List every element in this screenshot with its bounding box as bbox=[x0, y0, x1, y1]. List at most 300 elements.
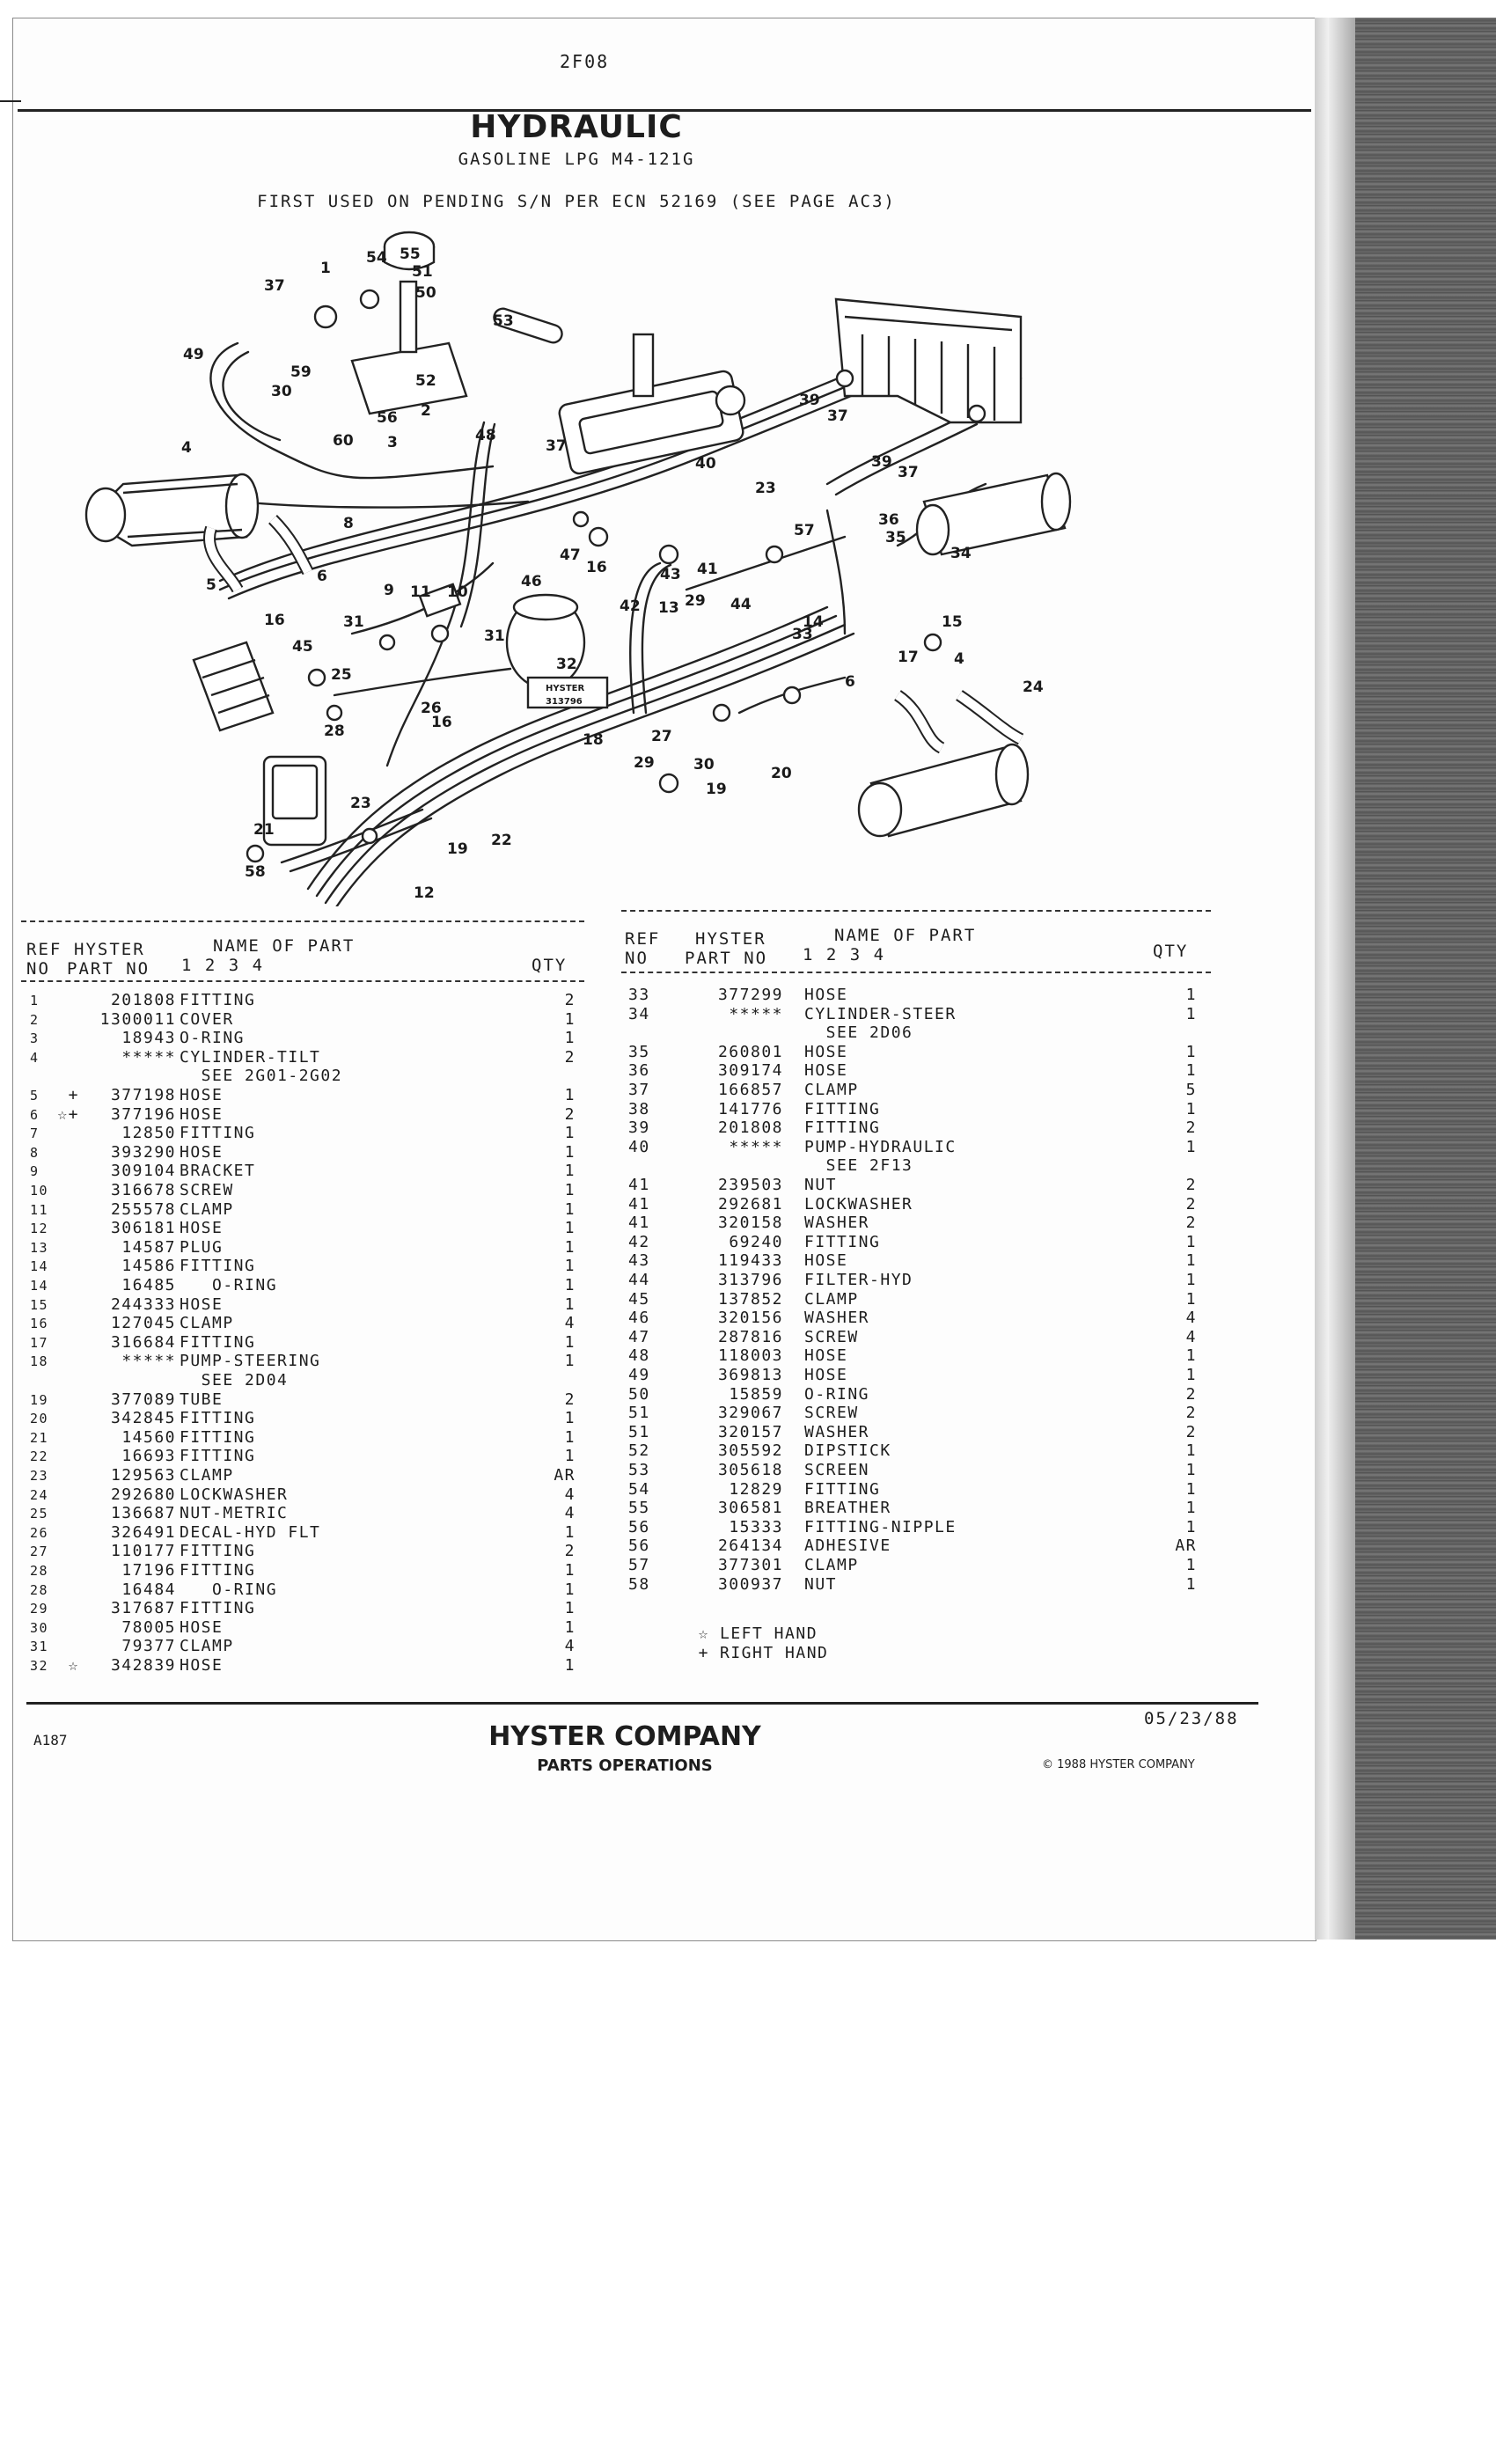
table-row bbox=[628, 1556, 1218, 1575]
part-number: 313796 bbox=[717, 1271, 783, 1289]
part-name: ADHESIVE bbox=[804, 1536, 891, 1556]
callout-44: 44 bbox=[730, 596, 752, 613]
hydraulic-parts-diagram bbox=[53, 220, 1091, 906]
callout-37: 37 bbox=[264, 277, 285, 295]
quantity: 4 bbox=[564, 1504, 576, 1523]
callout-53: 53 bbox=[493, 312, 514, 330]
callout-39: 39 bbox=[799, 392, 820, 409]
table-row bbox=[628, 1271, 1218, 1290]
decal-brand: HYSTER bbox=[546, 684, 585, 693]
hand-mark: ☆+ bbox=[57, 1104, 79, 1124]
legend-symbol: ☆ bbox=[698, 1624, 709, 1643]
left-ref-header bbox=[26, 940, 62, 979]
quantity: 1 bbox=[564, 1447, 576, 1466]
part-number: 136687 bbox=[110, 1504, 176, 1523]
table-row bbox=[30, 1238, 593, 1258]
table-row bbox=[30, 1523, 593, 1543]
callout-54: 54 bbox=[366, 249, 387, 267]
part-name: FITTING bbox=[180, 1542, 256, 1561]
part-name: FITTING bbox=[180, 1124, 256, 1143]
quantity: 1 bbox=[564, 1009, 576, 1029]
ref-number: 14 bbox=[30, 1278, 49, 1294]
part-number: 201808 bbox=[110, 991, 176, 1009]
quantity: 1 bbox=[564, 1352, 576, 1371]
quantity: 1 bbox=[564, 1162, 576, 1181]
quantity: 1 bbox=[1185, 1061, 1197, 1081]
page-title: HYDRAULIC bbox=[470, 109, 683, 145]
ref-number: 37 bbox=[628, 1081, 650, 1099]
part-number: 320157 bbox=[717, 1422, 783, 1441]
hand-mark: ☆ bbox=[68, 1656, 79, 1675]
callout-8: 8 bbox=[343, 515, 354, 532]
ref-header-bottom: NO bbox=[26, 959, 50, 979]
name-header-top: NAME OF PART bbox=[834, 926, 977, 945]
table-row bbox=[628, 1328, 1218, 1347]
part-name: HOSE bbox=[180, 1656, 224, 1675]
part-number: 306181 bbox=[110, 1219, 176, 1238]
quantity: 1 bbox=[564, 1294, 576, 1314]
part-number: 260801 bbox=[717, 1042, 783, 1061]
ref-number: 21 bbox=[30, 1429, 49, 1446]
ref-number: 36 bbox=[628, 1061, 650, 1081]
part-name: SCREEN bbox=[804, 1461, 870, 1479]
part-number: 377299 bbox=[717, 986, 783, 1004]
part-number: 255578 bbox=[110, 1199, 176, 1219]
callout-37: 37 bbox=[546, 437, 567, 455]
hand-mark: + bbox=[68, 1086, 79, 1104]
callout-52: 52 bbox=[415, 372, 436, 390]
ref-number: 40 bbox=[628, 1137, 650, 1156]
callout-43: 43 bbox=[660, 566, 681, 583]
part-name: HOSE bbox=[804, 986, 848, 1004]
ref-number: 28 bbox=[30, 1563, 49, 1579]
table-row bbox=[30, 1656, 593, 1676]
part-number: 264134 bbox=[717, 1536, 783, 1556]
part-number: 244333 bbox=[110, 1294, 176, 1314]
ref-number: 42 bbox=[628, 1232, 650, 1251]
part-name: FITTING bbox=[180, 1447, 256, 1466]
ref-number: 26 bbox=[30, 1524, 49, 1541]
callout-39: 39 bbox=[871, 453, 892, 471]
callout-28: 28 bbox=[324, 722, 345, 740]
ref-number: 34 bbox=[628, 1004, 650, 1023]
table-row bbox=[30, 1466, 593, 1485]
callout-14: 14 bbox=[803, 613, 824, 631]
ref-number: 22 bbox=[30, 1448, 49, 1465]
part-number: 317687 bbox=[110, 1599, 176, 1618]
part-number: 329067 bbox=[717, 1404, 783, 1423]
callout-51: 51 bbox=[412, 263, 433, 281]
table-row bbox=[30, 1371, 593, 1390]
table-row bbox=[628, 1366, 1218, 1385]
ref-number: 38 bbox=[628, 1099, 650, 1118]
part-name: PUMP-STEERING bbox=[180, 1352, 321, 1371]
company-name: HYSTER COMPANY bbox=[488, 1721, 761, 1752]
table-row bbox=[30, 1105, 593, 1125]
callout-47: 47 bbox=[560, 546, 581, 564]
callout-57: 57 bbox=[794, 522, 815, 539]
part-name: FILTER-HYD bbox=[804, 1271, 913, 1289]
table-row bbox=[628, 1023, 1218, 1043]
callout-34: 34 bbox=[950, 545, 972, 562]
quantity: 1 bbox=[1185, 1517, 1197, 1536]
quantity: 1 bbox=[1185, 1499, 1197, 1518]
table-row bbox=[30, 1314, 593, 1333]
callout-29: 29 bbox=[685, 592, 706, 610]
quantity: 2 bbox=[564, 1390, 576, 1409]
part-name: NUT bbox=[804, 1176, 838, 1194]
part-number: 16693 bbox=[121, 1447, 176, 1466]
part-name: O-RING bbox=[180, 1276, 278, 1294]
callout-2: 2 bbox=[421, 402, 431, 420]
part-number: 292680 bbox=[110, 1485, 176, 1504]
callout-3: 3 bbox=[387, 434, 398, 451]
part-name: O-RING bbox=[180, 1029, 246, 1048]
ref-number: 24 bbox=[30, 1486, 49, 1503]
table-row bbox=[30, 1162, 593, 1181]
quantity: 5 bbox=[1185, 1081, 1197, 1099]
part-name: HOSE bbox=[180, 1086, 224, 1104]
table-row bbox=[628, 1346, 1218, 1366]
ref-number: 33 bbox=[628, 986, 650, 1004]
ref-number: 31 bbox=[30, 1639, 49, 1655]
legend-label: RIGHT HAND bbox=[720, 1644, 829, 1662]
quantity: 2 bbox=[1185, 1214, 1197, 1233]
quantity: 1 bbox=[564, 1656, 576, 1675]
part-name: SEE 2F13 bbox=[804, 1156, 913, 1176]
ref-number: 27 bbox=[30, 1544, 49, 1560]
callout-23: 23 bbox=[350, 795, 371, 812]
table-rule-left-bottom bbox=[21, 980, 584, 982]
ref-number: 7 bbox=[30, 1126, 40, 1142]
part-name: CLAMP bbox=[804, 1289, 859, 1309]
table-row bbox=[628, 1404, 1218, 1423]
part-number: 110177 bbox=[110, 1542, 176, 1561]
table-row bbox=[628, 1423, 1218, 1442]
part-number: 129563 bbox=[110, 1466, 176, 1485]
part-header-bottom: PART NO bbox=[67, 959, 150, 979]
table-row bbox=[628, 1214, 1218, 1233]
ref-number: 41 bbox=[628, 1194, 650, 1214]
ref-number: 30 bbox=[30, 1619, 49, 1636]
part-name: CLAMP bbox=[804, 1081, 859, 1099]
callout-4: 4 bbox=[181, 439, 192, 457]
part-header-top: HYSTER bbox=[74, 940, 145, 959]
ref-number: 47 bbox=[628, 1327, 650, 1346]
quantity: 1 bbox=[1185, 1366, 1197, 1384]
quantity: 1 bbox=[1185, 1232, 1197, 1251]
callout-18: 18 bbox=[583, 731, 604, 749]
legend-symbol: + bbox=[698, 1644, 709, 1662]
callout-42: 42 bbox=[620, 598, 641, 615]
ref-header-top: REF bbox=[625, 929, 661, 949]
quantity: 1 bbox=[1185, 1479, 1197, 1499]
callout-33: 33 bbox=[792, 626, 813, 643]
part-name: HOSE bbox=[180, 1617, 224, 1637]
ref-number: 5 bbox=[30, 1088, 40, 1104]
table-row bbox=[628, 986, 1218, 1005]
quantity: 1 bbox=[1185, 1574, 1197, 1594]
ref-number: 9 bbox=[30, 1163, 40, 1180]
quantity: 2 bbox=[1185, 1422, 1197, 1441]
table-row bbox=[628, 1536, 1218, 1556]
part-name: CLAMP bbox=[180, 1199, 234, 1219]
ref-number: 13 bbox=[30, 1239, 49, 1256]
ref-number: 17 bbox=[30, 1334, 49, 1351]
table-row bbox=[628, 1005, 1218, 1024]
callout-31: 31 bbox=[484, 627, 505, 645]
part-number: 12829 bbox=[729, 1479, 783, 1499]
quantity: 1 bbox=[564, 1199, 576, 1219]
part-number: ***** bbox=[729, 1004, 783, 1023]
part-number: 201808 bbox=[717, 1118, 783, 1138]
callout-27: 27 bbox=[651, 728, 672, 745]
table-row bbox=[628, 1385, 1218, 1404]
part-name: HOSE bbox=[804, 1251, 848, 1271]
callout-36: 36 bbox=[878, 511, 899, 529]
part-name: FITTING-NIPPLE bbox=[804, 1517, 957, 1536]
part-number: 118003 bbox=[717, 1346, 783, 1366]
callout-19: 19 bbox=[706, 781, 727, 798]
name-header-bottom: 1 2 3 4 bbox=[181, 956, 265, 975]
callout-30: 30 bbox=[693, 756, 715, 774]
part-name: LOCKWASHER bbox=[804, 1194, 913, 1214]
table-row bbox=[30, 1048, 593, 1067]
ref-number: 44 bbox=[628, 1271, 650, 1289]
part-name: SEE 2G01-2G02 bbox=[180, 1067, 343, 1086]
ref-number: 43 bbox=[628, 1251, 650, 1271]
part-number: 16484 bbox=[121, 1580, 176, 1599]
callout-25: 25 bbox=[331, 666, 352, 684]
part-number: 15859 bbox=[729, 1384, 783, 1404]
department-name: PARTS OPERATIONS bbox=[537, 1756, 713, 1775]
ref-number: 28 bbox=[30, 1581, 49, 1598]
callout-5: 5 bbox=[206, 576, 216, 594]
part-header-top: HYSTER bbox=[695, 929, 766, 949]
quantity: 1 bbox=[564, 1029, 576, 1048]
callout-31: 31 bbox=[343, 613, 364, 631]
part-name: CYLINDER-TILT bbox=[180, 1047, 321, 1067]
table-row bbox=[30, 1029, 593, 1048]
quantity: AR bbox=[1175, 1536, 1197, 1556]
ref-number: 8 bbox=[30, 1144, 40, 1161]
table-row bbox=[30, 1542, 593, 1561]
table-row bbox=[628, 1309, 1218, 1328]
name-header-bottom: 1 2 3 4 bbox=[803, 945, 886, 964]
part-name: FITTING bbox=[804, 1479, 881, 1499]
callout-35: 35 bbox=[885, 529, 906, 546]
table-row bbox=[628, 1156, 1218, 1176]
serial-note: FIRST USED ON PENDING S/N PER ECN 52169 (SEE PAGE AC3) bbox=[257, 192, 896, 211]
table-row bbox=[30, 991, 593, 1010]
part-number: ***** bbox=[121, 1047, 176, 1067]
table-row bbox=[30, 1257, 593, 1276]
quantity: 2 bbox=[564, 1047, 576, 1067]
left-qty-header: QTY bbox=[532, 956, 568, 975]
ref-number: 6 bbox=[30, 1106, 40, 1123]
binding-shadow bbox=[1329, 18, 1355, 1940]
quantity: 4 bbox=[564, 1314, 576, 1333]
ref-number: 52 bbox=[628, 1441, 650, 1461]
part-name: DECAL-HYD FLT bbox=[180, 1522, 321, 1542]
ref-number: 57 bbox=[628, 1556, 650, 1574]
quantity: 2 bbox=[564, 1104, 576, 1124]
quantity: 2 bbox=[1185, 1404, 1197, 1423]
part-number: 119433 bbox=[717, 1251, 783, 1271]
ref-number: 41 bbox=[628, 1214, 650, 1233]
callout-4: 4 bbox=[954, 650, 964, 668]
quantity: 4 bbox=[564, 1485, 576, 1504]
quantity: 2 bbox=[1185, 1384, 1197, 1404]
part-number: 15333 bbox=[729, 1517, 783, 1536]
part-number: 316684 bbox=[110, 1332, 176, 1352]
callout-1: 1 bbox=[320, 260, 331, 277]
left-part-header bbox=[67, 940, 150, 979]
ref-number: 35 bbox=[628, 1042, 650, 1061]
quantity: 1 bbox=[1185, 1289, 1197, 1309]
callout-41: 41 bbox=[697, 561, 718, 578]
binding-strip bbox=[1355, 18, 1496, 1940]
callout-12: 12 bbox=[414, 884, 435, 902]
part-number: 369813 bbox=[717, 1366, 783, 1384]
part-number: 309174 bbox=[717, 1061, 783, 1081]
part-name: HOSE bbox=[180, 1142, 224, 1162]
part-name: FITTING bbox=[180, 991, 256, 1009]
table-row bbox=[30, 1561, 593, 1580]
part-number: 377198 bbox=[110, 1086, 176, 1104]
ref-header-bottom: NO bbox=[625, 949, 649, 968]
callout-20: 20 bbox=[771, 765, 792, 782]
table-row bbox=[628, 1461, 1218, 1480]
part-number: 17196 bbox=[121, 1561, 176, 1580]
table-row bbox=[30, 1181, 593, 1200]
quantity: 2 bbox=[1185, 1176, 1197, 1194]
part-number: 306581 bbox=[717, 1499, 783, 1518]
part-name: PUMP-HYDRAULIC bbox=[804, 1137, 957, 1156]
callout-16: 16 bbox=[431, 714, 452, 731]
callout-16: 16 bbox=[264, 612, 285, 629]
table-row bbox=[30, 1010, 593, 1030]
table-row bbox=[30, 1276, 593, 1295]
part-name: NUT bbox=[804, 1574, 838, 1594]
callout-40: 40 bbox=[695, 455, 716, 473]
table-row bbox=[30, 1409, 593, 1428]
callout-6: 6 bbox=[317, 568, 327, 585]
part-number: 1300011 bbox=[99, 1009, 176, 1029]
ref-number: 50 bbox=[628, 1384, 650, 1404]
part-name: BRACKET bbox=[180, 1162, 256, 1181]
ref-number: 18 bbox=[30, 1353, 49, 1370]
part-name: SEE 2D04 bbox=[180, 1371, 289, 1390]
quantity: 1 bbox=[564, 1124, 576, 1143]
ref-number: 12 bbox=[30, 1221, 49, 1237]
callout-55: 55 bbox=[400, 246, 421, 263]
quantity: 1 bbox=[564, 1181, 576, 1199]
ref-number: 14 bbox=[30, 1258, 49, 1275]
callout-56: 56 bbox=[377, 409, 398, 427]
part-name: FITTING bbox=[180, 1409, 256, 1428]
ref-number: 32 bbox=[30, 1658, 49, 1674]
quantity: 1 bbox=[564, 1427, 576, 1447]
table-row bbox=[628, 1499, 1218, 1518]
ref-number: 20 bbox=[30, 1411, 49, 1427]
part-name: CLAMP bbox=[180, 1637, 234, 1656]
part-name: SCREW bbox=[180, 1181, 234, 1199]
ref-number: 3 bbox=[30, 1030, 40, 1047]
callout-17: 17 bbox=[898, 649, 919, 666]
quantity: 1 bbox=[564, 1086, 576, 1104]
revision-date: 05/23/88 bbox=[1144, 1709, 1239, 1728]
part-number: 377301 bbox=[717, 1556, 783, 1574]
ref-number: 51 bbox=[628, 1422, 650, 1441]
table-row bbox=[628, 1480, 1218, 1500]
copyright: © 1988 HYSTER COMPANY bbox=[1042, 1758, 1195, 1771]
part-name: FITTING bbox=[180, 1599, 256, 1618]
part-name: BREATHER bbox=[804, 1499, 891, 1518]
table-row bbox=[628, 1138, 1218, 1157]
table-row bbox=[628, 1081, 1218, 1100]
table-row bbox=[30, 1618, 593, 1638]
part-name: CLAMP bbox=[804, 1556, 859, 1574]
callout-19: 19 bbox=[447, 840, 468, 858]
part-name: WASHER bbox=[804, 1214, 870, 1233]
callout-46: 46 bbox=[521, 573, 542, 590]
table-row bbox=[30, 1504, 593, 1523]
quantity: 4 bbox=[1185, 1309, 1197, 1328]
ref-number: 1 bbox=[30, 993, 40, 1008]
ref-number: 54 bbox=[628, 1479, 650, 1499]
callout-15: 15 bbox=[942, 613, 963, 631]
part-name: CLAMP bbox=[180, 1466, 234, 1485]
ref-number: 56 bbox=[628, 1536, 650, 1556]
part-name: NUT-METRIC bbox=[180, 1504, 289, 1523]
table-row bbox=[30, 1124, 593, 1143]
part-number: 342845 bbox=[110, 1409, 176, 1428]
table-row bbox=[628, 1251, 1218, 1271]
ref-number: 46 bbox=[628, 1309, 650, 1328]
table-row bbox=[628, 1100, 1218, 1119]
quantity: 1 bbox=[1185, 1004, 1197, 1023]
table-row bbox=[30, 1352, 593, 1371]
ref-number: 58 bbox=[628, 1574, 650, 1594]
table-row bbox=[628, 1441, 1218, 1461]
decal-number: 313796 bbox=[546, 697, 583, 707]
part-name: HOSE bbox=[804, 1346, 848, 1366]
part-number: 305618 bbox=[717, 1461, 783, 1479]
ref-number: 16 bbox=[30, 1316, 49, 1332]
part-name: TUBE bbox=[180, 1390, 224, 1409]
callout-21: 21 bbox=[253, 821, 275, 839]
quantity: 1 bbox=[564, 1237, 576, 1257]
quantity: 1 bbox=[1185, 1271, 1197, 1289]
table-row bbox=[628, 1043, 1218, 1062]
table-row bbox=[628, 1233, 1218, 1252]
name-header-top: NAME OF PART bbox=[213, 936, 356, 956]
table-row bbox=[30, 1295, 593, 1315]
quantity: 1 bbox=[564, 1599, 576, 1618]
footer-rule bbox=[26, 1702, 1258, 1705]
part-name: HOSE bbox=[804, 1366, 848, 1384]
part-name: HOSE bbox=[804, 1042, 848, 1061]
part-number: 239503 bbox=[717, 1176, 783, 1194]
part-name: FITTING bbox=[180, 1332, 256, 1352]
ref-number: 56 bbox=[628, 1517, 650, 1536]
table-row bbox=[30, 1485, 593, 1505]
callout-22: 22 bbox=[491, 832, 512, 849]
part-number: 326491 bbox=[110, 1522, 176, 1542]
callout-30: 30 bbox=[271, 383, 292, 400]
table-row bbox=[628, 1118, 1218, 1138]
